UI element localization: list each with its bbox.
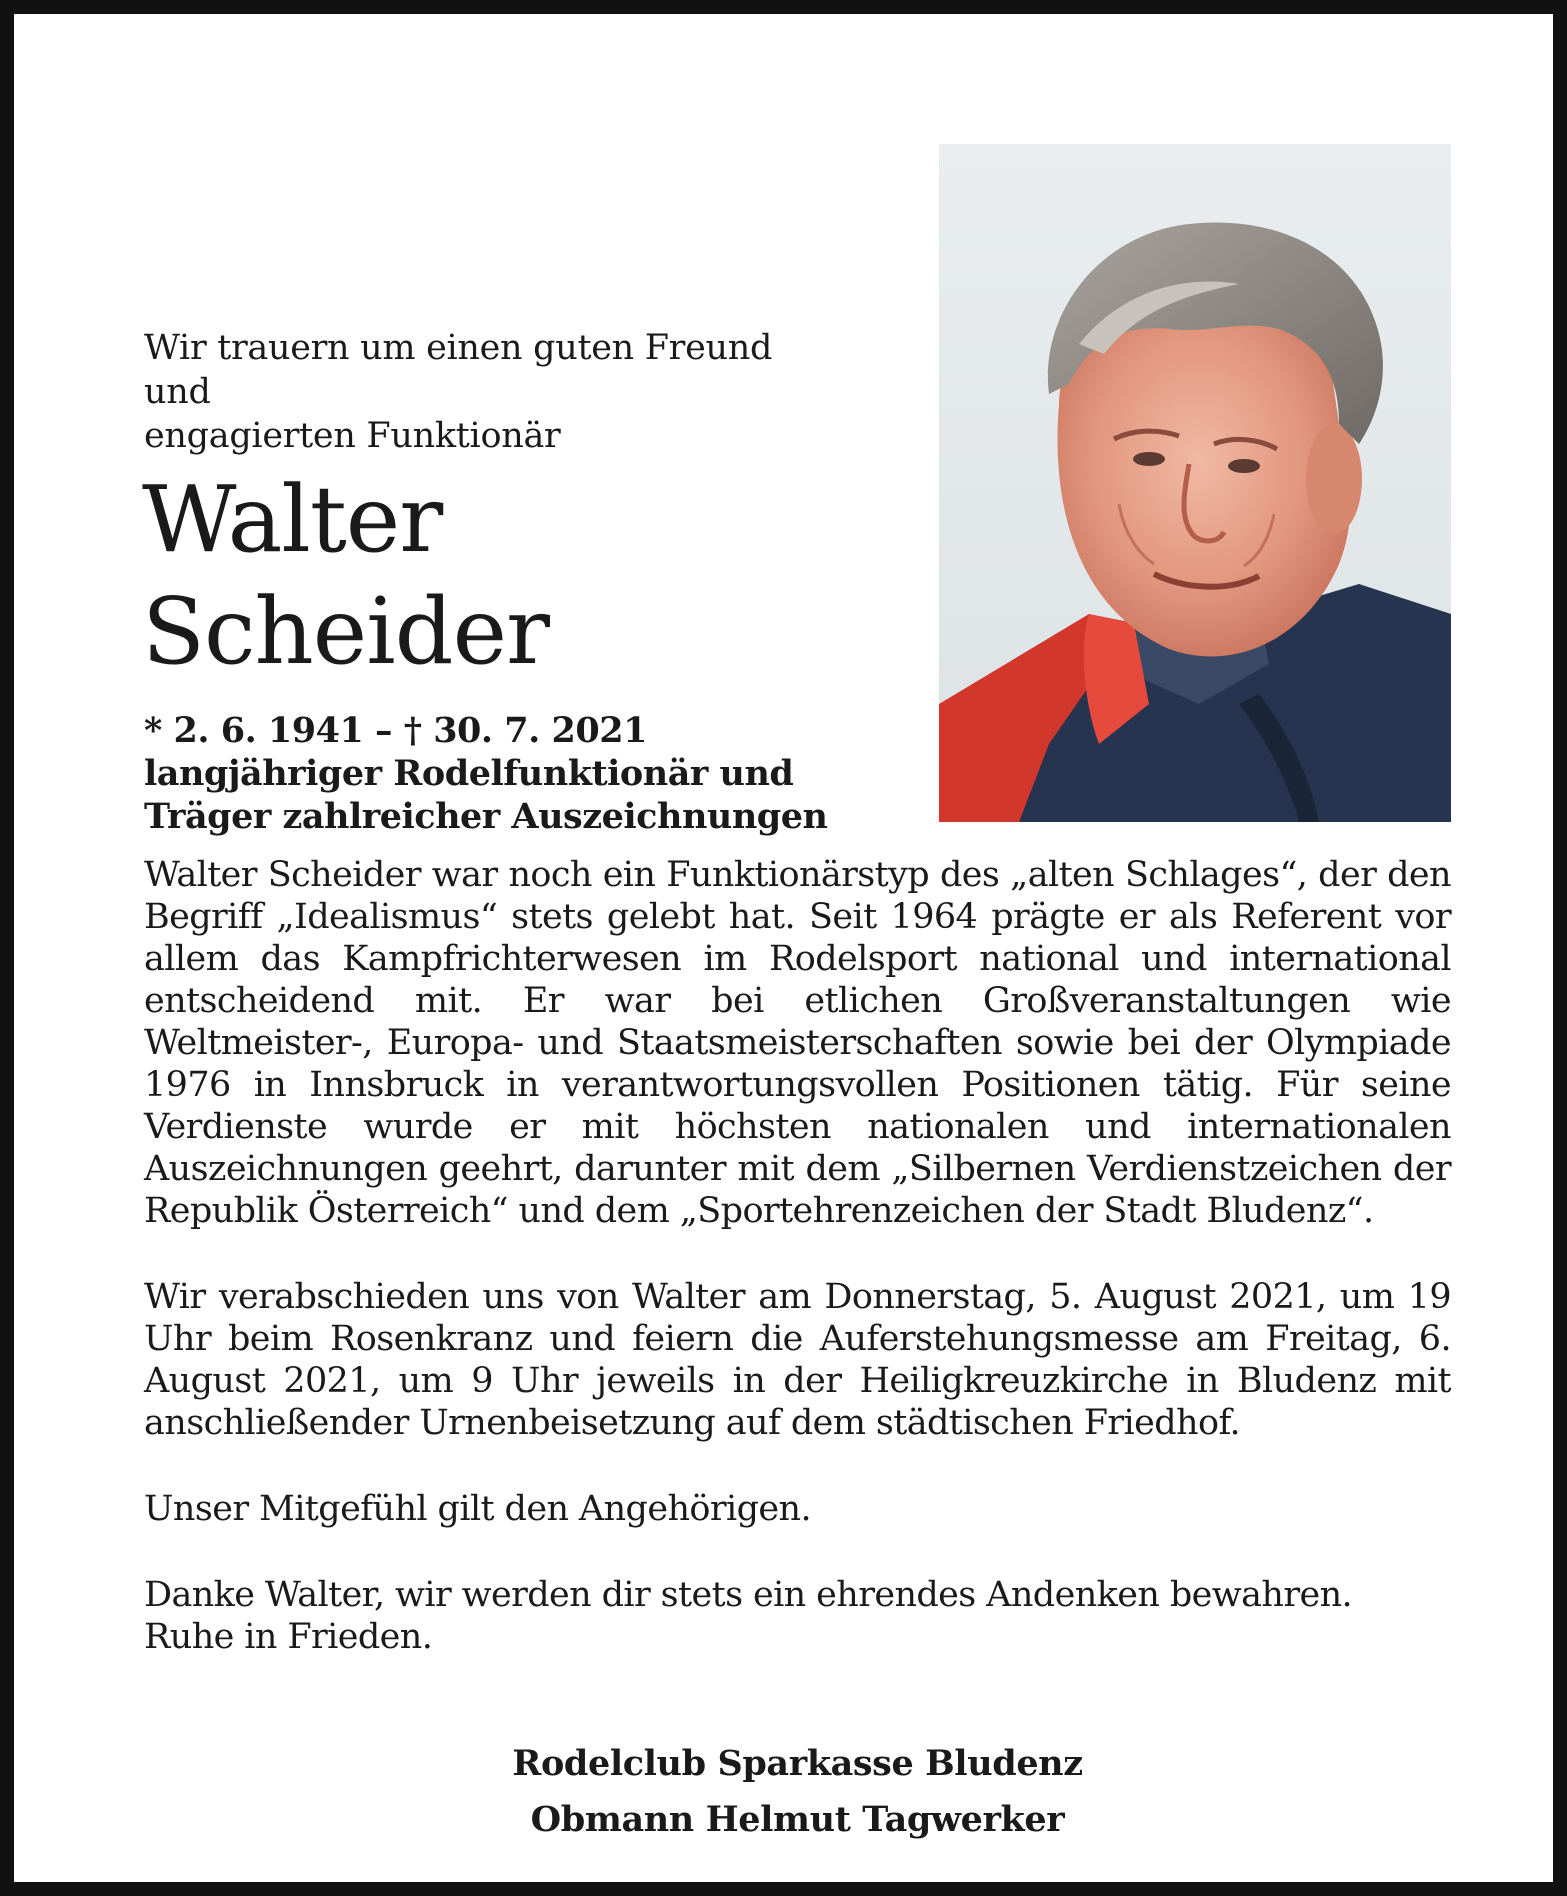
club-name: Rodelclub Sparkasse Bludenz (512, 1743, 1083, 1784)
first-name: Walter (142, 466, 443, 573)
signature-block (14, 1736, 1567, 1848)
life-details (144, 709, 964, 838)
chairman-name: Obmann Helmut Tagwerker (530, 1799, 1065, 1840)
intro-text (144, 326, 844, 458)
intro-line: Wir trauern um einen guten Freund und (144, 328, 773, 412)
farewell-paragraph: Danke Walter, wir werden dir stets ein ehrendes Andenken bewahren. Ruhe in Frieden. (144, 1575, 1353, 1657)
condolence-paragraph: Unser Mitgefühl gilt den Angehörigen. (144, 1489, 811, 1529)
funeral-details-paragraph: Wir verabschieden uns von Walter am Donnerstag, 5. August 2021, um 19 Uhr beim Rosenkranz und feiern die Auferstehungsmesse am Freitag, 6. August 2021, um 9 Uhr jeweils in der Heiligkreuzkirche in Bludenz mit anschließender Urnenbeisetzung auf dem städtischen Friedhof. (144, 1277, 1451, 1443)
obituary-body (144, 854, 1451, 1702)
role-line: langjähriger Rodelfunktionär und (144, 753, 794, 794)
intro-line: engagierten Funktionär (144, 416, 561, 456)
portrait-photo (939, 144, 1451, 822)
life-dates: * 2. 6. 1941 – † 30. 7. 2021 (144, 710, 647, 751)
last-name: Scheider (142, 578, 549, 685)
role-line: Träger zahlreicher Auszeichnungen (144, 796, 828, 837)
deceased-name (142, 464, 549, 688)
biography-paragraph: Walter Scheider war noch ein Funktionärstyp des „alten Schlages“, der den Begriff „Idealismus“ stets gelebt hat. Seit 1964 prägte er als Referent vor allem das Kampfrichterwesen im Rodelsport national und international entscheidend mit. Er war bei etlichen Großveranstaltungen wie Weltmeister-, Europa- und Staatsmeisterschaften sowie bei der Olympiade 1976 in Innsbruck in verantwortungsvollen Positionen tätig. Für seine Verdienste wurde er mit höchsten nationalen und internationalen Auszeichnungen geehrt, darunter mit dem „Silbernen Verdienstzeichen der Republik Österreich“ und dem „Sportehrenzeichen der Stadt Bludenz“. (144, 855, 1451, 1231)
